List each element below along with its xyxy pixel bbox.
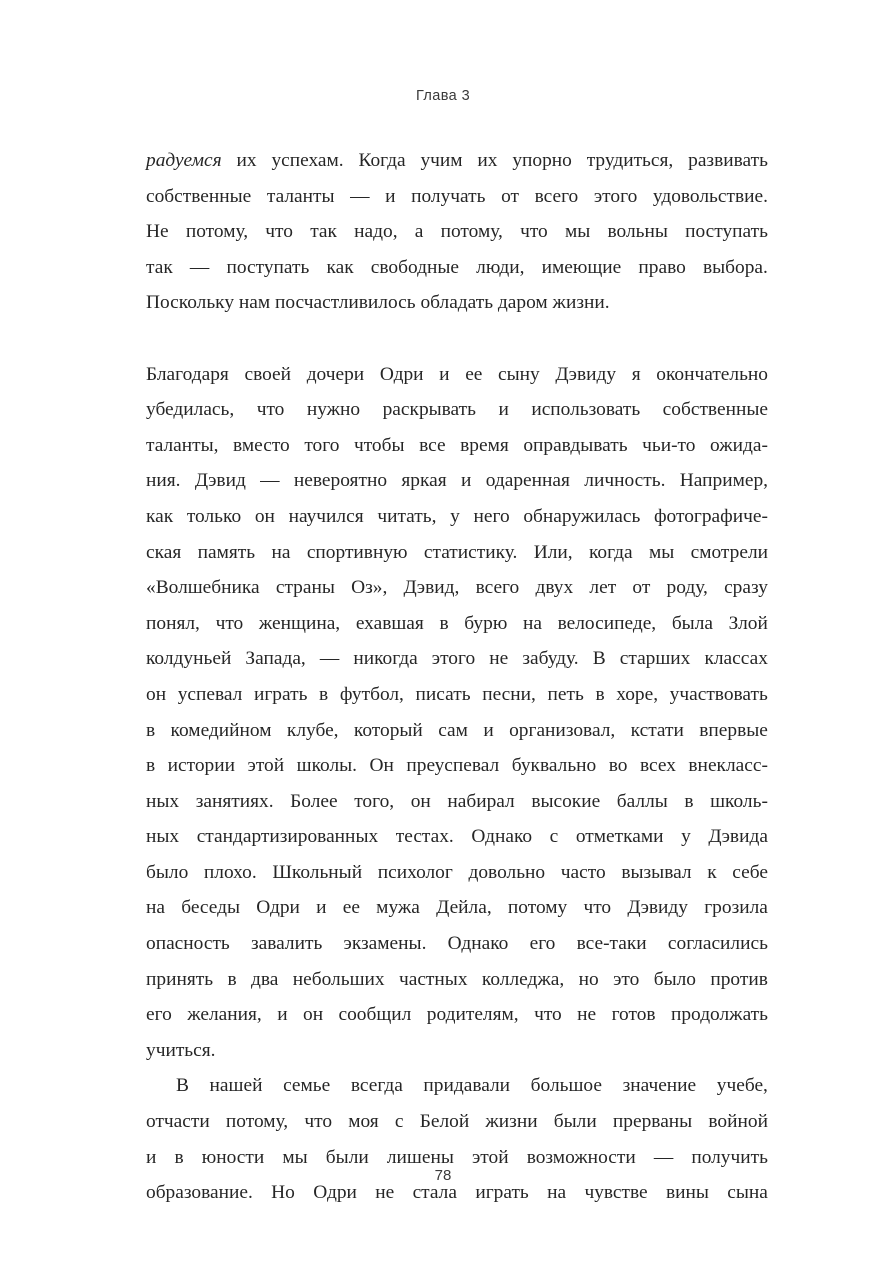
text-line: собственные таланты — и получать от всего этого удовольствие. [146,185,768,207]
text-line: он успевал играть в футбол, писать песни, петь в хоре, участвовать [146,683,768,705]
text-line: радуемся их успехам. Когда учим их упорно трудиться, развивать [146,150,768,171]
body-text-block [146,143,768,1211]
text-line: ская память на спортивную статистику. Или, когда мы смотрели [146,541,768,563]
text-line: так — поступать как свободные люди, имеющие право выбора. [146,256,768,278]
text-line: ных занятиях. Более того, он набирал высокие баллы в школь- [146,790,768,812]
text-line: В нашей семье всегда придавали большое значение учебе, [176,1075,768,1097]
text-line: убедилась, что нужно раскрывать и использовать собственные [146,399,768,421]
text-line: в истории этой школы. Он преуспевал буквально во всех внекласс- [146,755,768,777]
text-line: и в юности мы были лишены этой возможности — получить [146,1146,768,1168]
text-line: таланты, вместо того чтобы все время оправдывать чьи-то ожида- [146,434,768,456]
text-line: ния. Дэвид — невероятно яркая и одаренная личность. Например, [146,470,768,492]
paragraph [146,143,768,321]
text-line: как только он научился читать, у него обнаружилась фотографиче- [146,505,768,527]
text-line: колдуньей Запада, — никогда этого не забуду. В старших классах [146,648,768,670]
text-line: было плохо. Школьный психолог довольно часто вызывал к себе [146,861,768,883]
text-line: образование. Но Одри не стала играть на чувстве вины сына [146,1182,768,1204]
text-line: «Волшебника страны Оз», Дэвид, всего двух лет от роду, сразу [146,577,768,599]
text-line: Поскольку нам посчастливилось обладать даром жизни. [146,292,610,314]
text-line: в комедийном клубе, который сам и организовал, кстати впервые [146,719,768,741]
running-head: Глава 3 [415,88,471,104]
text-line: Благодаря своей дочери Одри и ее сыну Дэвиду я окончательно [146,363,768,385]
italic-lead-in: радуемся [146,150,222,171]
text-line: ных стандартизированных тестах. Однако с отметками у Дэвида [146,826,768,848]
text-line: на беседы Одри и ее мужа Дейла, потому что Дэвиду грозила [146,897,768,919]
text-line: его желания, и он сообщил родителям, что не готов продолжать [146,1004,768,1026]
paragraph [146,1068,768,1210]
text-line: опасность завалить экзамены. Однако его все-таки согласились [146,933,768,955]
text-line: Не потому, что так надо, а потому, что мы вольны поступать [146,221,768,243]
text-line: понял, что женщина, ехавшая в бурю на велосипеде, была Злой [146,612,768,634]
page-number: 78 [434,1167,452,1184]
text-line: принять в два небольших частных колледжа, но это было против [146,968,768,990]
text-line: учиться. [146,1039,216,1061]
text-line: отчасти потому, что моя с Белой жизни были прерваны войной [146,1111,768,1133]
paragraph [146,357,768,1069]
